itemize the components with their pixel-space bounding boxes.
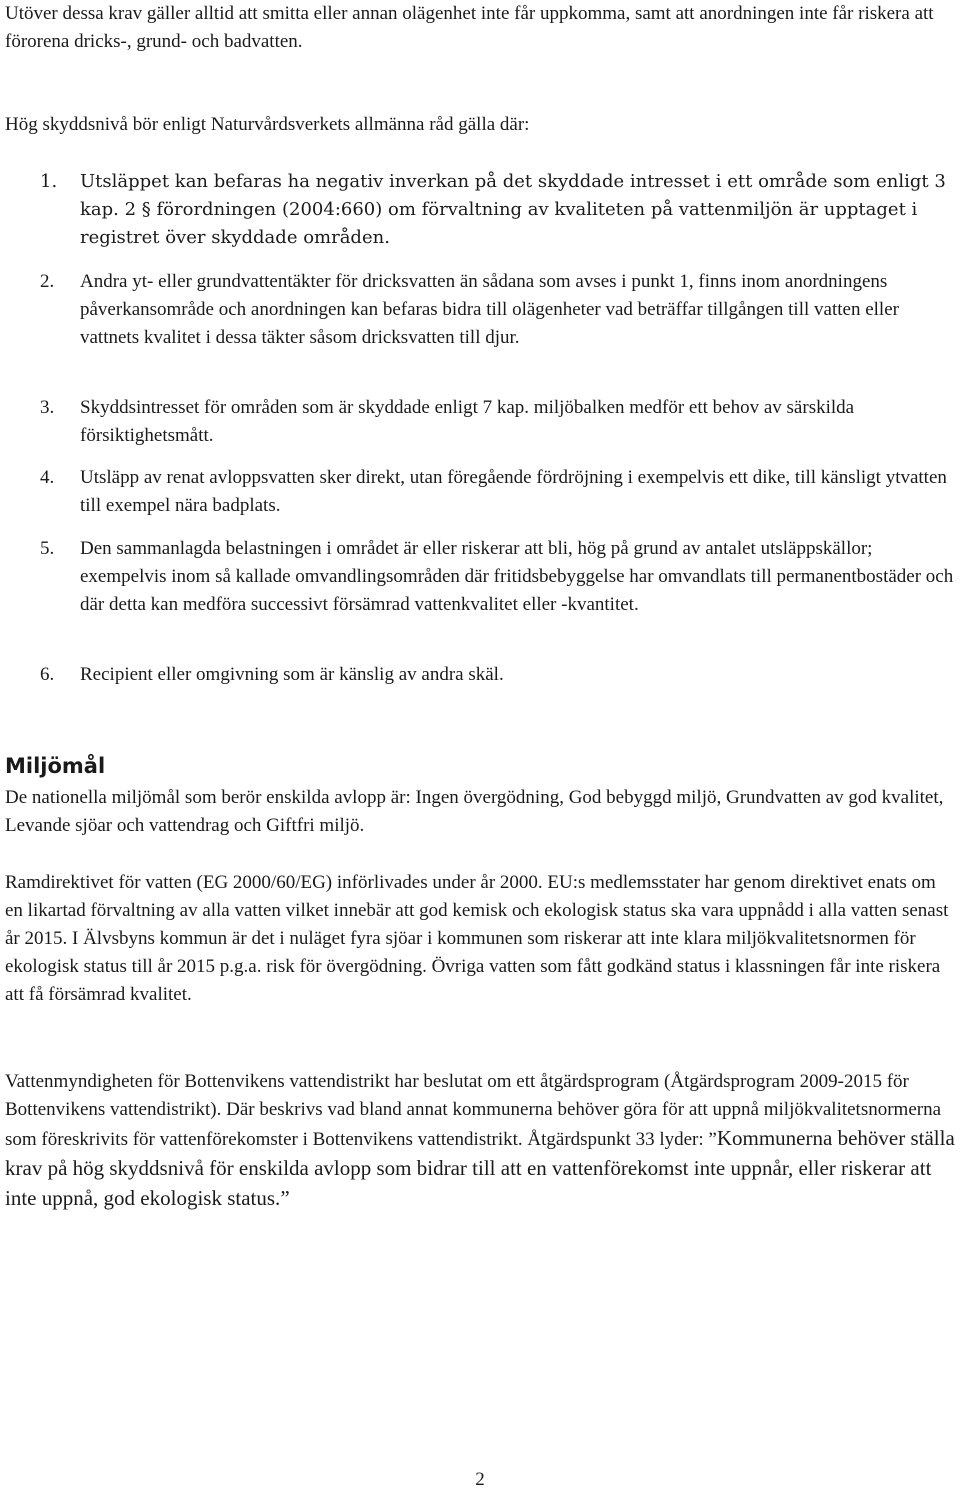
- program-quote: Kommunerna behöver ställa krav på hög skyddsnivå för enskilda avlopp som bidrar till att en vattenförekomst inte uppnår, eller riskerar att inte uppnå, god ekologisk status.: [5, 1126, 955, 1210]
- program-text: Vattenmyndigheten för Bottenvikens vattendistrikt har beslutat om ett åtgärdsprogram (Åtgärdsprogram 2009-2015 för Bottenvikens vattendistrikt). Där beskrivs vad bland annat kommunerna behöver göra för att uppnå miljökvalitetsnormerna som föreskrivits för vattenförekomster i Bottenvikens vattendistrikt. Åtgärdspunkt 33 lyder: ”: [5, 1071, 942, 1150]
- goals-paragraph: De nationella miljömål som berör enskilda avlopp är: Ingen övergödning, God bebyggd miljö, Grundvatten av god kvalitet, Levande sjöar och vattendrag och Giftfri miljö.: [5, 787, 944, 836]
- page-number: 2: [475, 1469, 485, 1490]
- list-item-text: Andra yt- eller grundvattentäkter för dricksvatten än sådana som avses i punkt 1, finns inom anordningens påverkansområde och anordningen kan befaras bidra till olägenheter vad beträffar tillgången till vatten eller vattnets kvalitet i dessa täkter såsom dricksvatten till djur.: [80, 271, 899, 348]
- list-item-number: 2.: [40, 271, 55, 292]
- program-paragraph: [5, 1068, 955, 1214]
- list-item-text: Utsläppet kan befaras ha negativ inverkan på det skyddade intresset i ett område som enligt 3 kap. 2 § förordningen (2004:660) om förvaltning av kvaliteten på vattenmiljön är upptaget i registret över skyddade områden.: [80, 171, 946, 248]
- list-item-number: 6.: [40, 664, 55, 685]
- list-item-text: Utsläpp av renat avloppsvatten sker direkt, utan föregående fördröjning i exempelvis ett dike, till känsligt ytvatten till exempel nära badplats.: [80, 467, 947, 516]
- list-item-number: 5.: [40, 538, 55, 559]
- list-item-number: 1.: [40, 171, 58, 192]
- list-item-text: Den sammanlagda belastningen i området är eller riskerar att bli, hög på grund av antalet utsläppskällor; exempelvis inom så kallade omvandlingsområden där fritidsbebyggelse har omvandlats till permanentbostäder och där detta kan medföra successivt försämrad vattenkvalitet eller -kvantitet.: [80, 538, 954, 615]
- list-item-text: Skyddsintresset för områden som är skyddade enligt 7 kap. miljöbalken medför ett behov av särskilda försiktighetsmått.: [80, 397, 855, 446]
- quote-close: ”: [280, 1186, 290, 1210]
- list-item-text: Recipient eller omgivning som är känslig av andra skäl.: [80, 664, 504, 685]
- section-heading: Miljömål: [5, 754, 106, 778]
- intro-paragraph: Utöver dessa krav gäller alltid att smitta eller annan olägenhet inte får uppkomma, samt att anordningen inte får riskera att förorena dricks-, grund- och badvatten.: [5, 3, 934, 52]
- list-item-number: 3.: [40, 397, 55, 418]
- lead-paragraph: Hög skyddsnivå bör enligt Naturvårdsverkets allmänna råd gälla där:: [5, 114, 530, 135]
- directive-paragraph: Ramdirektivet för vatten (EG 2000/60/EG) införlivades under år 2000. EU:s medlemsstater har genom direktivet enats om en likartad förvaltning av alla vatten vilket innebär att god kemisk och ekologisk status ska vara uppnådd i alla vatten senast år 2015. I Älvsbyns kommun är det i nuläget fyra sjöar i kommunen som riskerar att inte klara miljökvalitetsnormen för ekologisk status till år 2015 p.g.a. risk för övergödning. Övriga vatten som fått godkänd status i klassningen får inte riskera att få försämrad kvalitet.: [5, 872, 949, 1005]
- list-item-number: 4.: [40, 467, 55, 488]
